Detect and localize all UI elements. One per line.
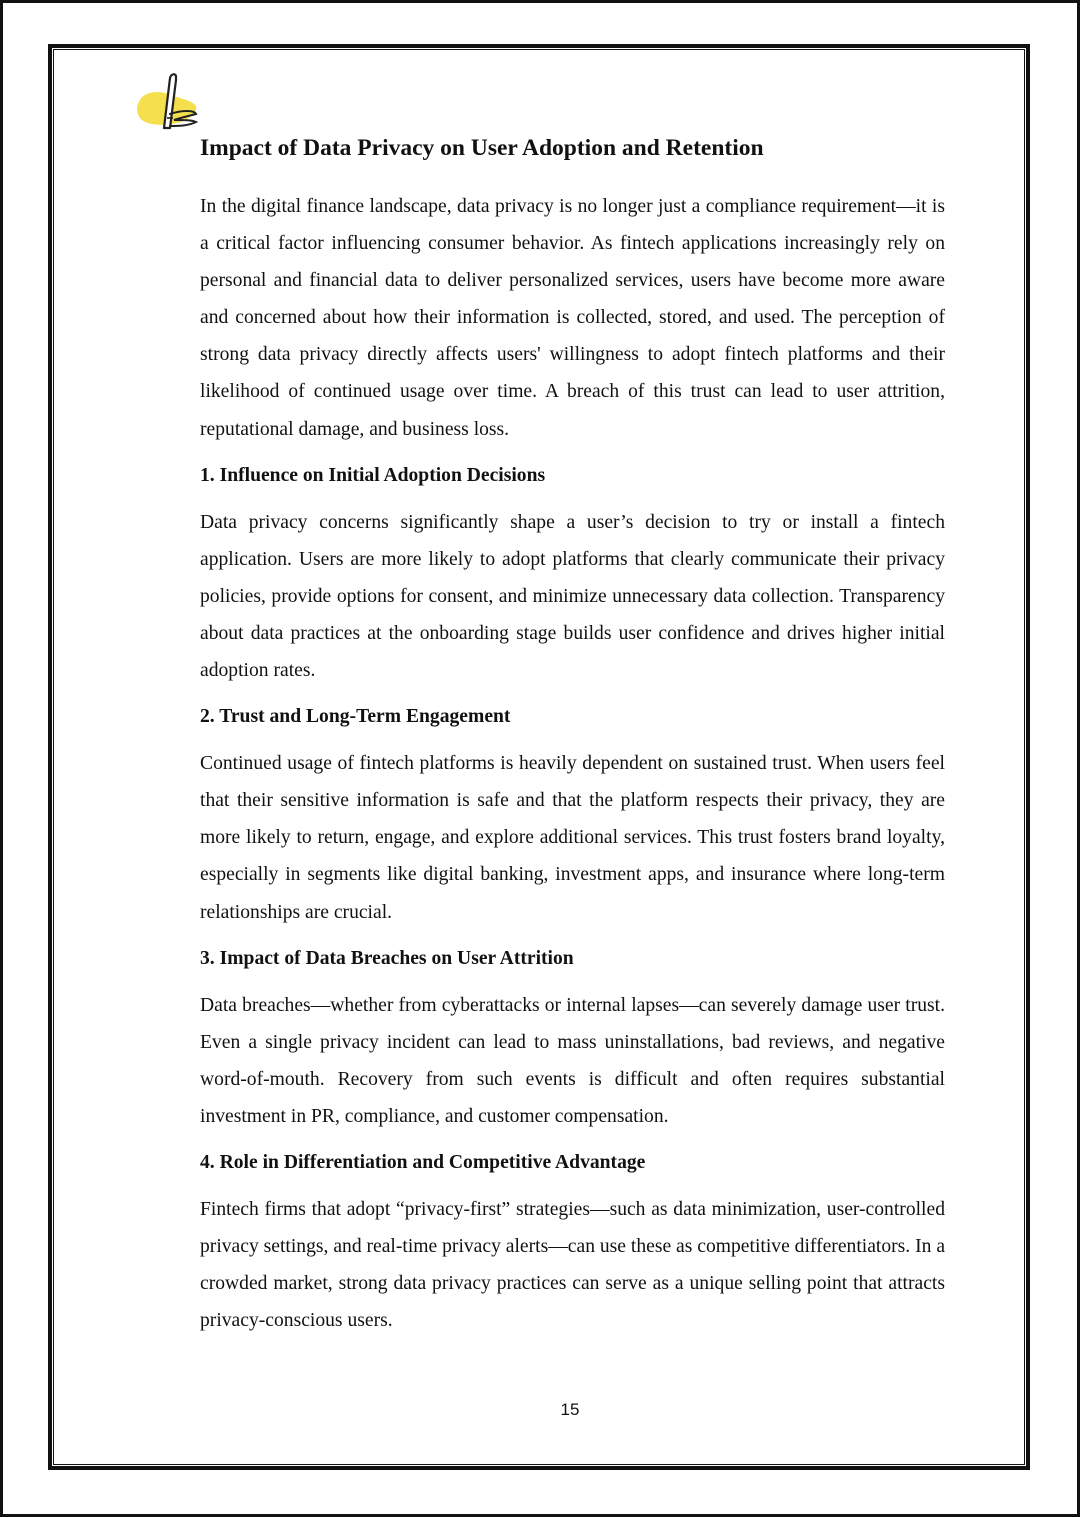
section-body-2: Continued usage of fintech platforms is heavily dependent on sustained trust. When users feel that their sensitive information is safe and that the platform respects their privacy, they are more likely to return, engage, and explore additional services. This trust fosters brand loyalty, especially in segments like digital banking, investment apps, and insurance where long-term relationships are crucial. <box>200 753 945 923</box>
section-heading-2: 2. Trust and Long-Term Engagement <box>200 706 511 728</box>
section-body-3: Data breaches—whether from cyberattacks or internal lapses—can severely damage user trust. Even a single privacy incident can lead to mass uninstallations, bad reviews, and negative word-of-mouth. Recovery from such events is difficult and often requires substantial investment in PR, compliance, and customer compensation. <box>200 994 945 1127</box>
page-number: 15 <box>560 1400 580 1419</box>
pen-on-highlight-icon <box>134 70 202 134</box>
page-title: Impact of Data Privacy on User Adoption and Retention <box>200 135 764 161</box>
page-content <box>200 130 945 1339</box>
section-heading-3: 3. Impact of Data Breaches on User Attrition <box>200 947 574 969</box>
section-heading-1: 1. Influence on Initial Adoption Decisions <box>200 464 546 486</box>
section-body-4: Fintech firms that adopt “privacy-first” strategies—such as data minimization, user-controlled privacy settings, and real-time privacy alerts—can use these as competitive differentiators. In a crowded market, strong data privacy practices can serve as a unique selling point that attracts privacy-conscious users. <box>200 1198 946 1332</box>
section-body-1: Data privacy concerns significantly shape a user’s decision to try or install a fintech application. Users are more likely to adopt platforms that clearly communicate their privacy policies, provide options for consent, and minimize unnecessary data collection. Transparency about data practices at the onboarding stage builds user confidence and drives higher initial adoption rates. <box>200 511 945 682</box>
section-heading-4: 4. Role in Differentiation and Competitive Advantage <box>200 1151 646 1173</box>
intro-paragraph: In the digital finance landscape, data privacy is no longer just a compliance requirement—it is a critical factor influencing consumer behavior. As fintech applications increasingly rely on personal and financial data to deliver personalized services, users have become more aware and concerned about how their information is collected, stored, and used. The perception of strong data privacy directly affects users' willingness to adopt fintech platforms and their likelihood of continued usage over time. A breach of this trust can lead to user attrition, reputational damage, and business loss. <box>200 196 945 440</box>
